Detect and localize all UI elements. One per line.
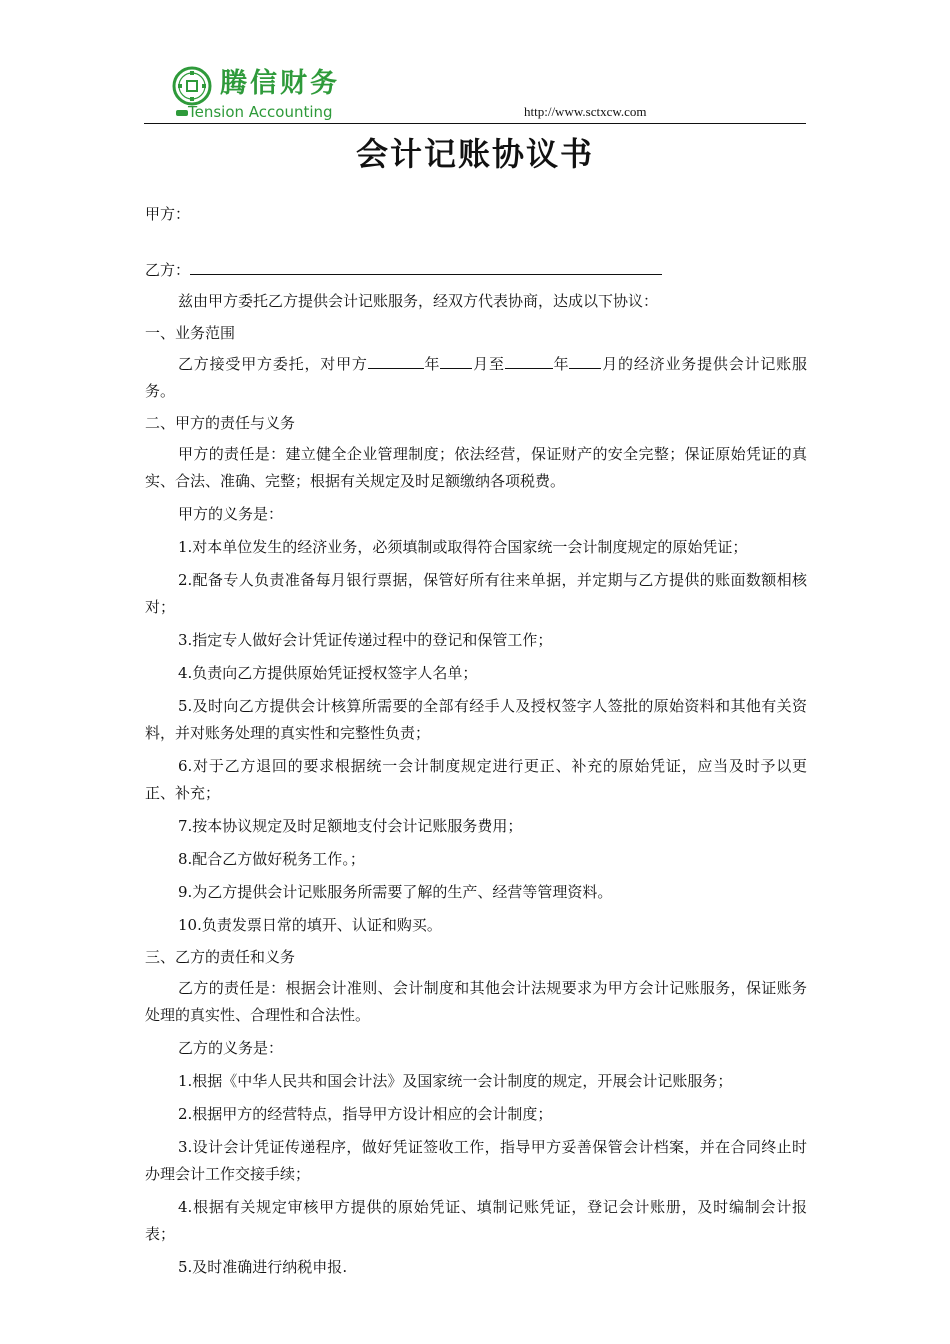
document-body bbox=[145, 202, 807, 1281]
party-b-responsibility: 乙方的责任是：根据会计准则、会计制度和其他会计法规要求为甲方会计记账服务，保证账务处理的真实性、合理性和合法性。 bbox=[145, 979, 807, 1024]
party-a-line bbox=[145, 202, 807, 226]
section-1-heading: 一、业务范围 bbox=[145, 324, 236, 342]
party-a-label: 甲方： bbox=[145, 205, 191, 223]
party-a-duty-4: 4.负责向乙方提供原始凭证授权签字人名单； bbox=[178, 664, 478, 682]
scope-text-2: 年 bbox=[423, 355, 441, 373]
party-b-duty-5: 5.及时准确进行纳税申报. bbox=[178, 1258, 348, 1276]
header-divider bbox=[144, 123, 806, 124]
party-b-duty-3: 3.设计会计凭证传递程序，做好凭证签收工作，指导甲方妥善保管会计档案，并在合同终止时办理会计工作交接手续； bbox=[145, 1138, 807, 1183]
start-month-blank bbox=[440, 352, 472, 369]
scope-text-1: 乙方接受甲方委托，对甲方 bbox=[178, 355, 368, 373]
intro-paragraph: 兹由甲方委托乙方提供会计记账服务，经双方代表协商，达成以下协议： bbox=[178, 292, 659, 310]
logo-text-cn: 腾信财务 bbox=[220, 68, 340, 99]
section-3-heading: 三、乙方的责任和义务 bbox=[145, 948, 296, 966]
logo-text-en: Tension Accounting bbox=[188, 103, 333, 121]
party-a-duty-1: 1.对本单位发生的经济业务，必须填制或取得符合国家统一会计制度规定的原始凭证； bbox=[178, 538, 748, 556]
scope-text-3: 月至 bbox=[472, 355, 505, 373]
party-b-duty-1: 1.根据《中华人民共和国会计法》及国家统一会计制度的规定，开展会计记账服务； bbox=[178, 1072, 733, 1090]
party-b-blank bbox=[190, 258, 662, 275]
party-a-duty-2: 2.配备专人负责准备每月银行票据，保管好所有往来单据，并定期与乙方提供的账面数额相核对； bbox=[145, 571, 807, 616]
section-2-heading: 二、甲方的责任与义务 bbox=[145, 414, 296, 432]
party-b-label: 乙方： bbox=[145, 261, 191, 279]
party-a-duty-7: 7.按本协议规定及时足额地支付会计记账服务费用； bbox=[178, 817, 523, 835]
header-url: http://www.sctxcw.com bbox=[524, 104, 647, 119]
party-a-responsibility: 甲方的责任是：建立健全企业管理制度；依法经营，保证财产的安全完整；保证原始凭证的真实、合法、准确、完整；根据有关规定及时足额缴纳各项税费。 bbox=[145, 445, 807, 490]
party-b-duty-4: 4.根据有关规定审核甲方提供的原始凭证、填制记账凭证，登记会计账册，及时编制会计报表； bbox=[145, 1198, 807, 1243]
party-a-duty-3: 3.指定专人做好会计凭证传递过程中的登记和保管工作； bbox=[178, 631, 553, 649]
company-logo bbox=[168, 62, 368, 124]
logo-accent-bar bbox=[176, 110, 188, 116]
end-month-blank bbox=[569, 352, 601, 369]
start-year-blank bbox=[368, 352, 424, 369]
scope-text-5: 月的经济业务提供会计记账服务。 bbox=[145, 355, 807, 400]
party-a-duties-intro: 甲方的义务是： bbox=[178, 505, 284, 523]
party-b-line bbox=[145, 258, 807, 282]
party-b-duties-intro: 乙方的义务是： bbox=[178, 1039, 284, 1057]
coin-logo-icon bbox=[172, 66, 212, 106]
scope-text-4: 年 bbox=[552, 355, 570, 373]
party-a-duty-5: 5.及时向乙方提供会计核算所需要的全部有经手人及授权签字人签批的原始资料和其他有关资料，并对账务处理的真实性和完整性负责； bbox=[145, 697, 807, 742]
party-a-duty-8: 8.配合乙方做好税务工作。； bbox=[178, 850, 365, 868]
end-year-blank bbox=[505, 352, 553, 369]
scope-paragraph bbox=[145, 351, 807, 405]
party-a-duty-9: 9.为乙方提供会计记账服务所需要了解的生产、经营等管理资料。 bbox=[178, 883, 613, 901]
document-title: 会计记账协议书 bbox=[355, 135, 594, 173]
party-a-duty-6: 6.对于乙方退回的要求根据统一会计制度规定进行更正、补充的原始凭证，应当及时予以更正、补充； bbox=[145, 757, 807, 802]
party-a-duty-10: 10.负责发票日常的填开、认证和购买。 bbox=[178, 916, 442, 934]
party-b-duty-2: 2.根据甲方的经营特点，指导甲方设计相应的会计制度； bbox=[178, 1105, 553, 1123]
